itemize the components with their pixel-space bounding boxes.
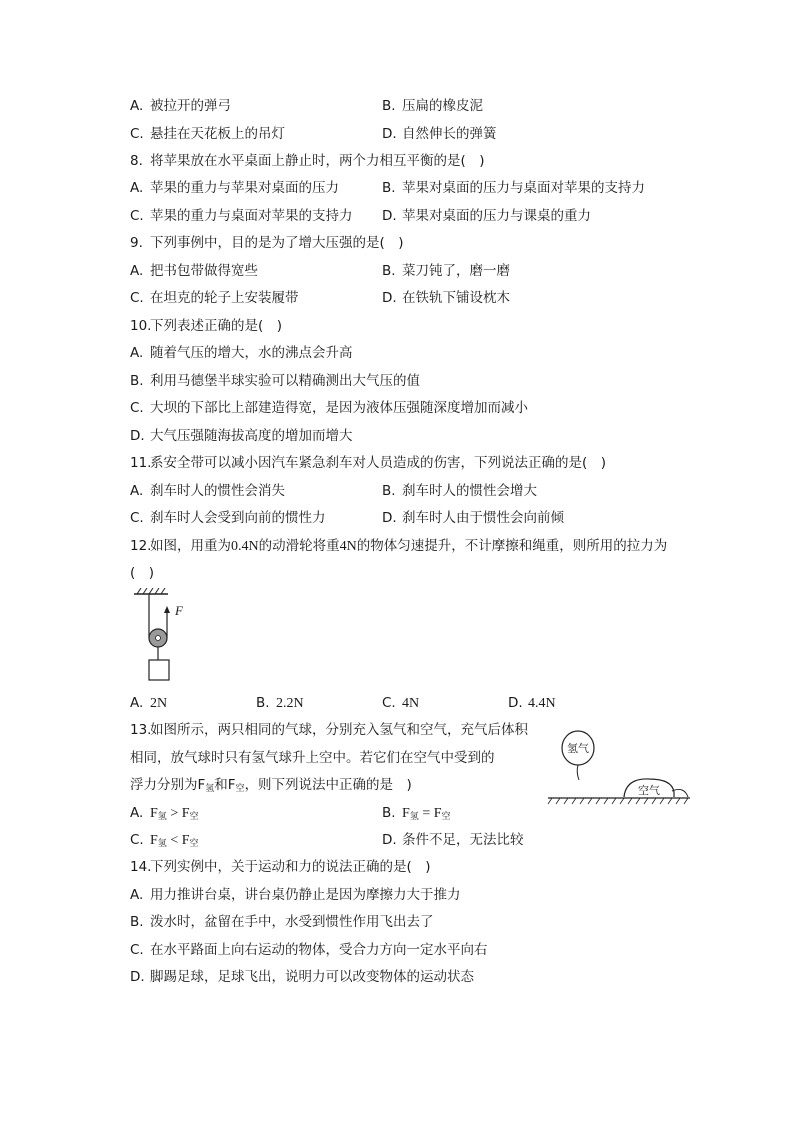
q14-option-a: A. 用力推讲台桌，讲台桌仍静止是因为摩擦力大于推力 — [130, 887, 461, 903]
q9-stem: 9. 下列事例中，目的是为了增大压强的是( ) — [130, 235, 404, 251]
ceiling-support — [134, 588, 168, 594]
balloon-figure — [546, 728, 692, 810]
q11-option-b: B. 刹车时人的惯性会增大 — [382, 483, 537, 499]
pulley-axle — [156, 636, 161, 641]
q8-option-d: D. 苹果对桌面的压力与课桌的重力 — [382, 208, 591, 224]
q14-option-d: D. 脚踢足球，足球飞出，说明力可以改变物体的运动状态 — [130, 969, 474, 985]
q11-option-d: D. 刹车时人由于惯性会向前倾 — [382, 510, 564, 526]
q9-option-c: C. 在坦克的轮子上安装履带 — [130, 290, 299, 306]
q11-stem: 11.系安全带可以减小因汽车紧急刹车对人员造成的伤害，下列说法正确的是( ) — [130, 455, 607, 471]
q10-stem: 10.下列表述正确的是( ) — [130, 318, 283, 334]
air-label: 空气 — [638, 784, 660, 797]
q10-option-b: B. 利用马德堡半球实验可以精确测出大气压的值 — [130, 373, 420, 389]
q12-stem-continued: ( ) — [130, 565, 155, 581]
q7-option-a: A. 被拉开的弹弓 — [130, 98, 231, 114]
q12-option-d: D. 4.4N — [508, 695, 556, 711]
q10-option-a: A. 随着气压的增大，水的沸点会升高 — [130, 345, 353, 361]
q9-option-a: A. 把书包带做得宽些 — [130, 263, 258, 279]
q11-option-a: A. 刹车时人的惯性会消失 — [130, 483, 285, 499]
q10-option-d: D. 大气压强随海拔高度的增加而增大 — [130, 428, 353, 444]
q8-stem: 8. 将苹果放在水平桌面上静止时，两个力相互平衡的是( ) — [130, 153, 485, 169]
q11-option-c: C. 刹车时人会受到向前的惯性力 — [130, 510, 326, 526]
q14-option-b: B. 泼水时，盆留在手中，水受到惯性作用飞出去了 — [130, 914, 434, 930]
q7-option-d: D. 自然伸长的弹簧 — [382, 126, 497, 142]
pulley-figure — [128, 588, 188, 686]
arrow-up-icon — [164, 606, 170, 613]
hydrogen-balloon-string — [577, 765, 579, 780]
q13-option-b: B. $F_氢 = F_空$ — [382, 805, 451, 822]
q8-option-c: C. 苹果的重力与桌面对苹果的支持力 — [130, 208, 353, 224]
q10-option-c: C. 大坝的下部比上部建造得宽，是因为液体压强随深度增加而减小 — [130, 400, 528, 416]
q14-option-c: C. 在水平路面上向右运动的物体，受合力方向一定水平向右 — [130, 942, 488, 958]
q7-option-c: C. 悬挂在天花板上的吊灯 — [130, 126, 285, 142]
q14-stem: 14.下列实例中，关于运动和力的说法正确的是( ) — [130, 859, 431, 875]
q13-stem-line-1: 13.如图所示，两只相同的气球，分别充入氢气和空气，充气后体积 — [130, 722, 528, 738]
force-label: F — [175, 603, 183, 618]
q7-option-b: B. 压扁的橡皮泥 — [382, 98, 483, 114]
hanging-block — [149, 660, 169, 680]
q13-option-d: D. 条件不足，无法比较 — [382, 832, 524, 848]
q13-stem-line-3: 浮力分别为$F_氢$和$F_空$，则下列说法中正确的是 ) — [130, 777, 412, 794]
q12-stem: 12.如图，用重为0.4N的动滑轮将重4N的物体匀速提升，不计摩擦和绳重，则所用的拉力为 — [130, 538, 668, 554]
q12-option-b: B. 2.2N — [256, 695, 304, 711]
q8-option-a: A. 苹果的重力与苹果对桌面的压力 — [130, 180, 339, 196]
q13-stem-line-2: 相同，放气球时只有氢气球升上空中。若它们在空气中受到的 — [130, 750, 495, 766]
q8-option-b: B. 苹果对桌面的压力与桌面对苹果的支持力 — [382, 180, 645, 196]
hydrogen-label: 氢气 — [567, 742, 589, 755]
q9-option-b: B. 菜刀钝了，磨一磨 — [382, 263, 510, 279]
q13-option-a: A. $F_氢 > F_空$ — [130, 805, 199, 822]
q9-option-d: D. 在铁轨下铺设枕木 — [382, 290, 510, 306]
q12-option-a: A. 2N — [130, 695, 168, 711]
q12-option-c: C. 4N — [382, 695, 420, 711]
q13-option-c: C. $F_氢 < F_空$ — [130, 832, 199, 849]
ground — [548, 798, 690, 804]
